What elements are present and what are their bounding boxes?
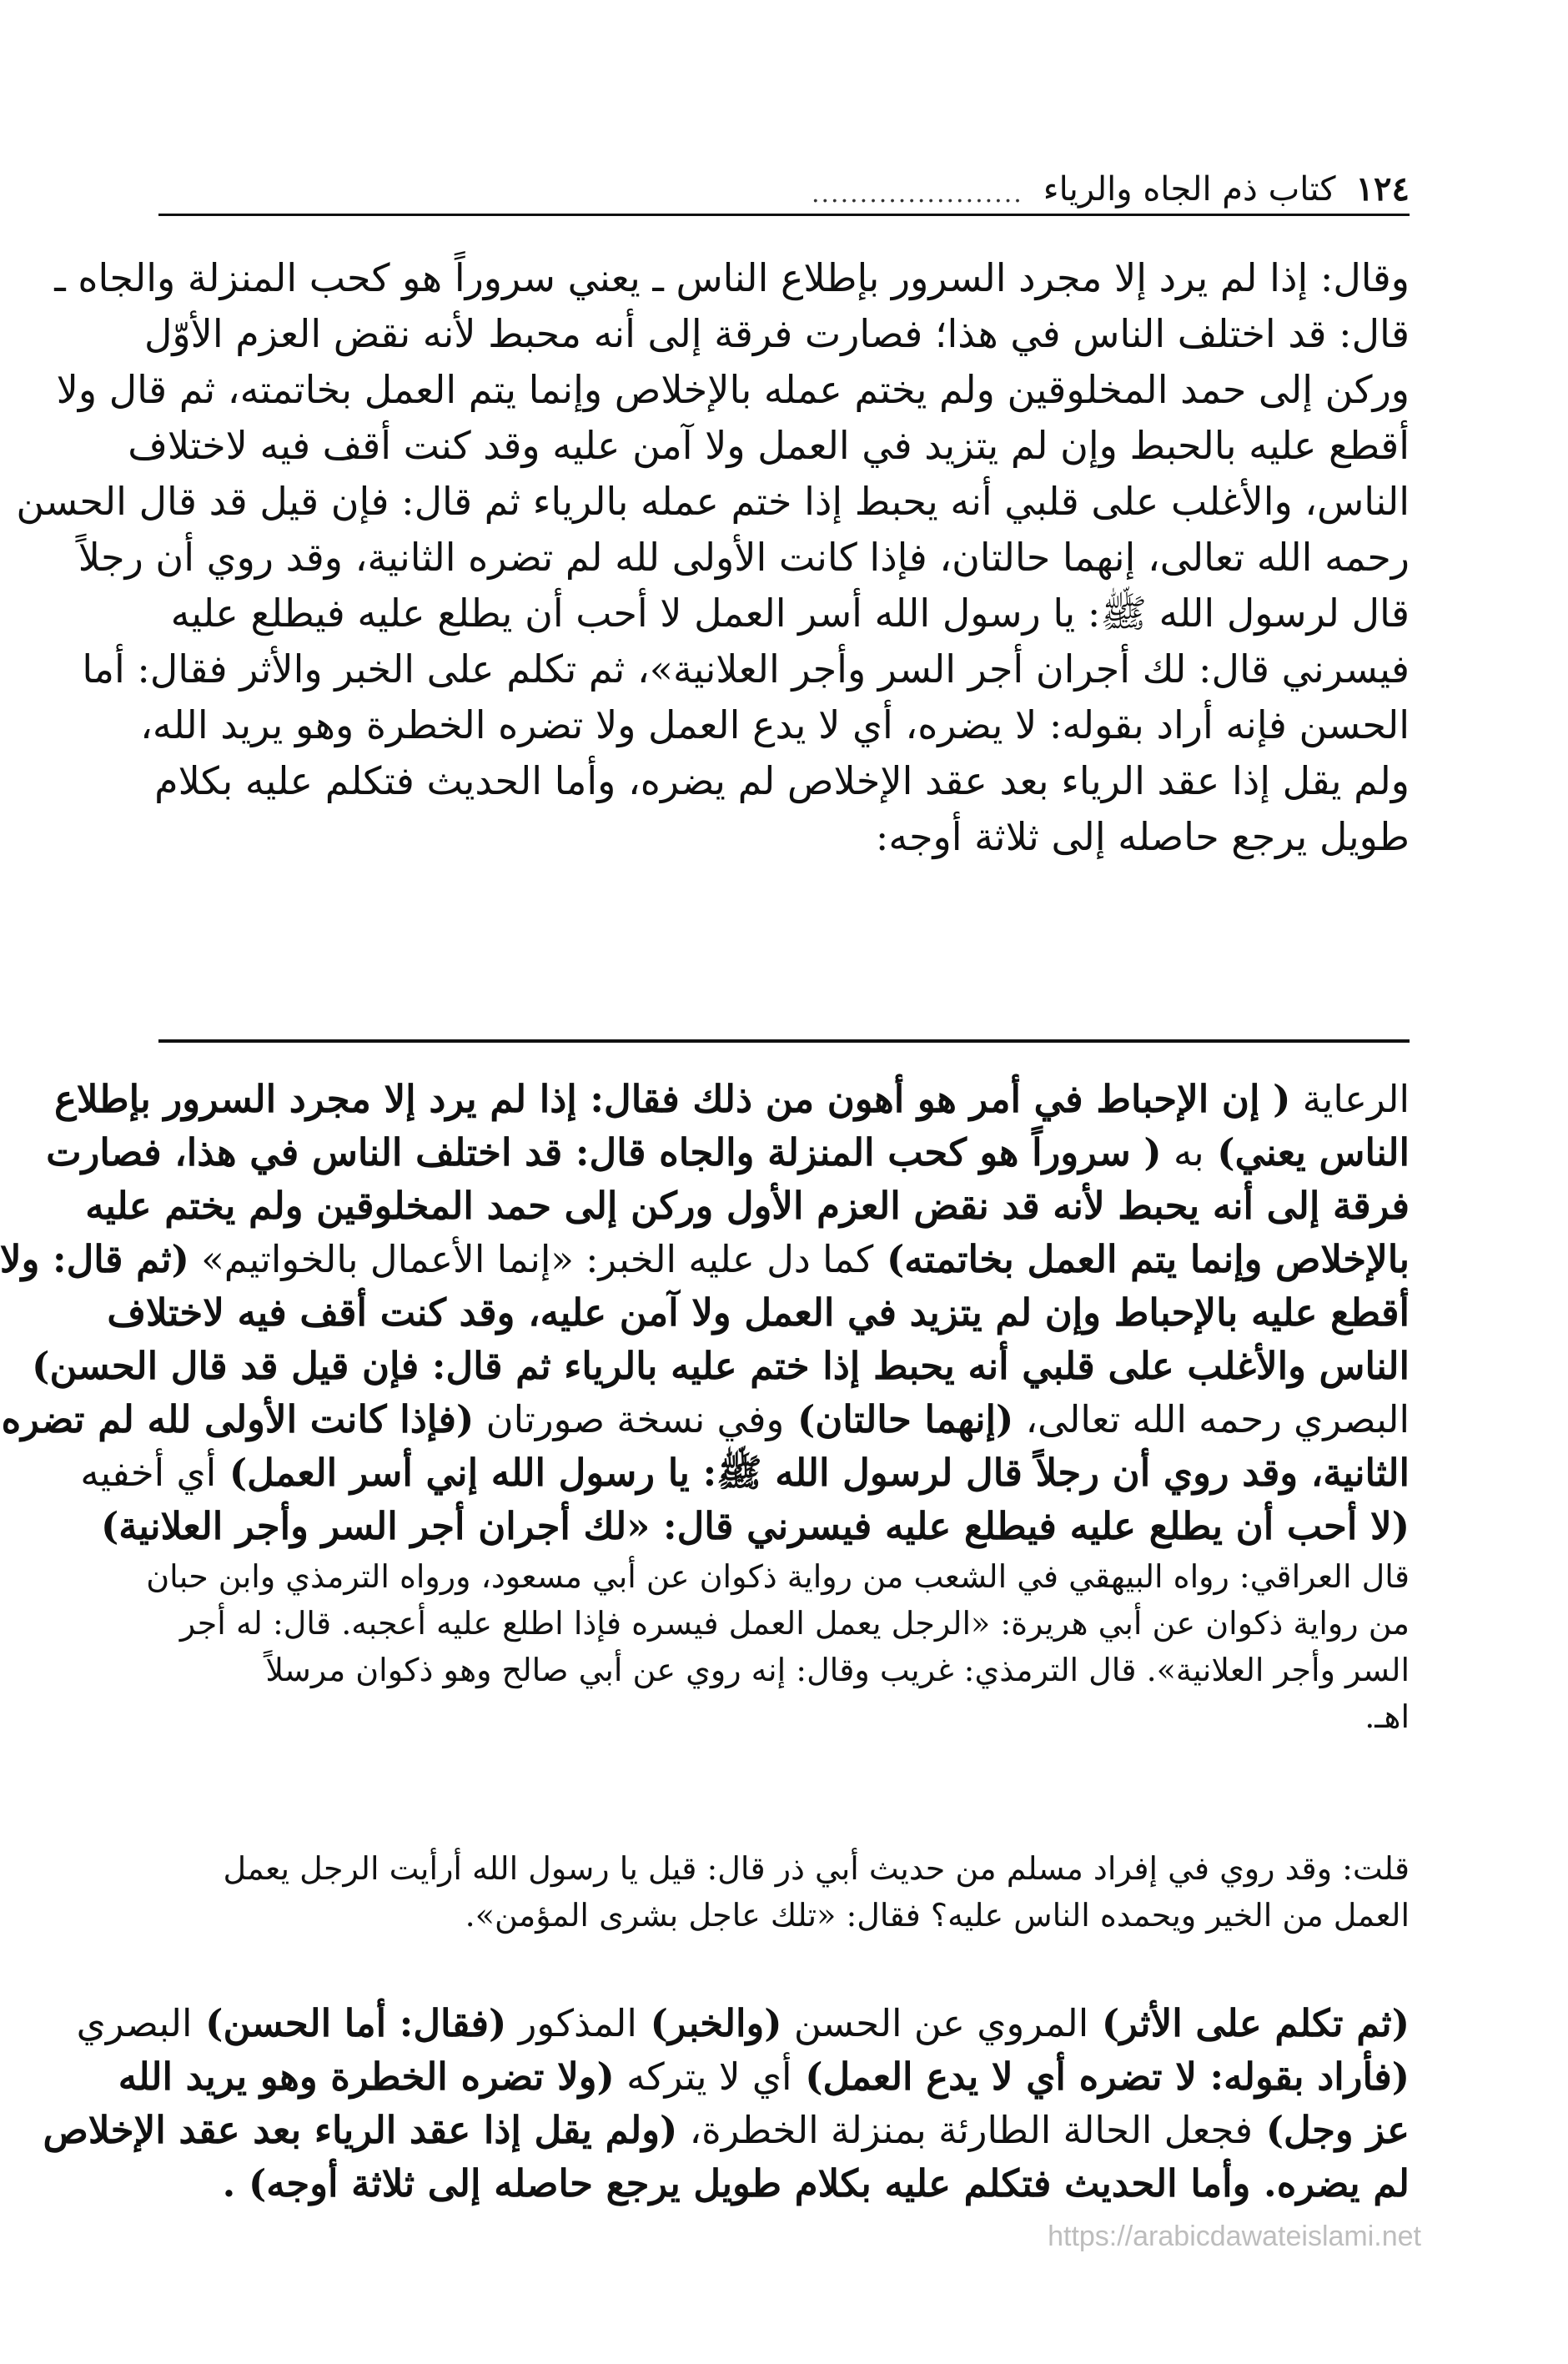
commentary-line: [158, 2157, 1410, 2211]
matn-quote: الناس يعني): [1204, 1130, 1410, 1174]
matn-quote: (فأراد بقوله: لا تضره أي لا يدع العمل): [792, 2055, 1410, 2099]
matn-quote: الثانية، وقد روي أن رجلاً قال لرسول الله ﷺ: يا رسول الله إني أسر العمل): [216, 1451, 1410, 1495]
page-header: [158, 150, 1410, 216]
commentary-line: [1, 1393, 1410, 1446]
commentary-line: [118, 2050, 1410, 2104]
matn-quote: أقطع عليه بالإحباط وإن لم يتزيد في العمل ولا آمن عليه، وقد كنت أقف فيه لاختلاف: [107, 1290, 1410, 1335]
matn-quote: الناس والأغلب على قلبي أنه يحبط إذا ختم عليه بالرياء ثم قال: فإن قيل قد قال الحسن): [32, 1344, 1410, 1388]
commentary-text: الرعاية: [1290, 1077, 1410, 1121]
footnote-divider: [158, 1039, 1410, 1043]
note-line: العمل من الخير ويحمده الناس عليه؟ فقال: «تلك عاجل بشرى المؤمن».: [465, 1897, 1410, 1934]
commentary-line: [46, 1126, 1410, 1179]
main-text-line: طويل يرجع حاصله إلى ثلاثة أوجه:: [875, 814, 1410, 859]
note-line: قلت: وقد روي في إفراد مسلم من حديث أبي ذر قال: قيل يا رسول الله أرأيت الرجل يعمل: [223, 1850, 1410, 1887]
citation-line: قال العراقي: رواه البيهقي في الشعب من رواية ذكوان عن أبي مسعود، ورواه الترمذي وابن حبان: [146, 1558, 1410, 1595]
matn-quote: عز وجل): [1253, 2108, 1410, 2152]
iraqi-citation: [146, 1553, 1410, 1740]
matn-quote: (ثم قال: ولا: [0, 1237, 189, 1281]
citation-line: السر وأجر العلانية». قال الترمذي: غريب وقال: إنه روي عن أبي صالح وهو ذكوان مرسلاً: [265, 1652, 1410, 1688]
main-text-line: أقطع عليه بالحبط وإن لم يتزيد في العمل ولا آمن عليه وقد كنت أقف فيه لاختلاف: [128, 423, 1410, 468]
citation-line: اهـ.: [1364, 1698, 1410, 1735]
main-text-line: الحسن فإنه أراد بقوله: لا يضره، أي لا يدع العمل ولا تضره الخطرة وهو يريد الله،: [140, 702, 1410, 747]
main-text-line: وركن إلى حمد المخلوقين ولم يختم عمله بالإخلاص وإنما يتم العمل بخاتمته، ثم قال ولا: [56, 367, 1410, 412]
matn-quote: بالإخلاص وإنما يتم العمل بخاتمته): [873, 1237, 1410, 1281]
matn-quote: (إنهما حالتان): [784, 1397, 1014, 1441]
watermark-url: https://arabicdawateislami.net: [1048, 2221, 1421, 2252]
main-text-line: ولم يقل إذا عقد الرياء بعد عقد الإخلاص لم يضره، وأما الحديث فتكلم عليه بكلام: [154, 758, 1410, 803]
commentary-text: أي أخفيه: [80, 1451, 217, 1495]
commentary-text: المروي عن الحسن: [781, 2001, 1089, 2045]
commentary-text: أي لا يتركه: [614, 2055, 792, 2099]
main-text-line: الناس، والأغلب على قلبي أنه يحبط إذا ختم عمله بالرياء ثم قال: فإن قيل قد قال الحسن: [16, 479, 1410, 524]
matn-quote: (لا أحب أن يطلع عليه فيطلع عليه فيسرني قال: «لك أجران أجر السر وأجر العلانية): [101, 1504, 1410, 1548]
commentary-text: البصري: [76, 2001, 193, 2045]
main-text-line: قال: قد اختلف الناس في هذا؛ فصارت فرقة إلى أنه محبط لأنه نقض العزم الأوّل: [143, 311, 1410, 356]
commentary-text: به: [1161, 1130, 1204, 1174]
matn-quote: لم يضره. وأما الحديث فتكلم عليه بكلام طويل يرجع حاصله إلى ثلاثة أوجه) .: [222, 2161, 1410, 2206]
commentary-line: [43, 2104, 1410, 2157]
main-text-line: وقال: إذا لم يرد إلا مجرد السرور بإطلاع الناس ـ يعني سروراً هو كحب المنزلة والجاه ـ: [54, 255, 1410, 300]
matn-quote: ( إن الإحباط في أمر هو أهون من ذلك فقال: إذا لم يرد إلا مجرد السرور بإطلاع: [54, 1077, 1291, 1121]
commentary-section: [0, 1073, 1410, 1740]
commentary-line: [80, 1446, 1410, 1500]
commentary-line: [85, 1179, 1410, 1233]
commentary-line: [101, 1500, 1410, 1553]
matn-quote: (ثم تكلم على الأثر): [1088, 2001, 1410, 2045]
commentary-line: [0, 1233, 1410, 1286]
commentary-line: [107, 1286, 1410, 1340]
page-number: ١٢٤: [1355, 169, 1410, 209]
matn-quote: فرقة إلى أنه يحبط لأنه قد نقض العزم الأول وركن إلى حمد المخلوقين ولم يختم عليه: [85, 1184, 1410, 1228]
commentary-line: [32, 1340, 1410, 1393]
matn-quote: (فإذا كانت الأولى لله لم تضره: [1, 1397, 475, 1441]
commentary-text: فجعل الحالة الطارئة بمنزلة الخطرة،: [677, 2108, 1254, 2152]
commentary-line: [54, 1073, 1410, 1126]
matn-quote: (ولا تضره الخطرة وهو يريد الله: [118, 2055, 615, 2099]
commentary-text: وفي نسخة صورتان: [474, 1397, 785, 1441]
commentary-text: المذكور: [506, 2001, 637, 2045]
matn-quote: (والخبر): [636, 2001, 782, 2045]
book-title: كتاب ذم الجاه والرياء: [1043, 170, 1336, 209]
commentary-continuation: [43, 1997, 1410, 2211]
matn-quote: ( سروراً هو كحب المنزلة والجاه قال: قد اختلف الناس في هذا، فصارت: [46, 1130, 1162, 1174]
matn-quote: (فقال: أما الحسن): [192, 2001, 507, 2045]
main-text: [16, 250, 1410, 865]
main-text-line: رحمه الله تعالى، إنهما حالتان، فإذا كانت الأولى لله لم تضره الثانية، وقد روي أن رجلاً: [78, 535, 1410, 580]
commentary-line: [76, 1997, 1410, 2050]
commentary-text: البصري رحمه الله تعالى،: [1013, 1397, 1410, 1441]
commentary-lines: [0, 1073, 1410, 1553]
main-text-line: فيسرني قال: لك أجران أجر السر وأجر العلانية»، ثم تكلم على الخبر والأثر فقال: أما: [82, 646, 1410, 692]
matn-quote: (ولم يقل إذا عقد الرياء بعد عقد الإخلاص: [43, 2108, 678, 2152]
header-dots: ......................: [811, 179, 1023, 209]
commentary-text: كما دل عليه الخبر: «إنما الأعمال بالخواتيم»: [188, 1237, 874, 1281]
author-note: [158, 1845, 1410, 1939]
citation-line: من رواية ذكوان عن أبي هريرة: «الرجل يعمل العمل فيسره فإذا اطلع عليه أعجبه. قال: له أجر: [179, 1605, 1410, 1642]
main-text-line: قال لرسول الله ﷺ: يا رسول الله أسر العمل لا أحب أن يطلع عليه فيطلع عليه: [170, 591, 1410, 636]
